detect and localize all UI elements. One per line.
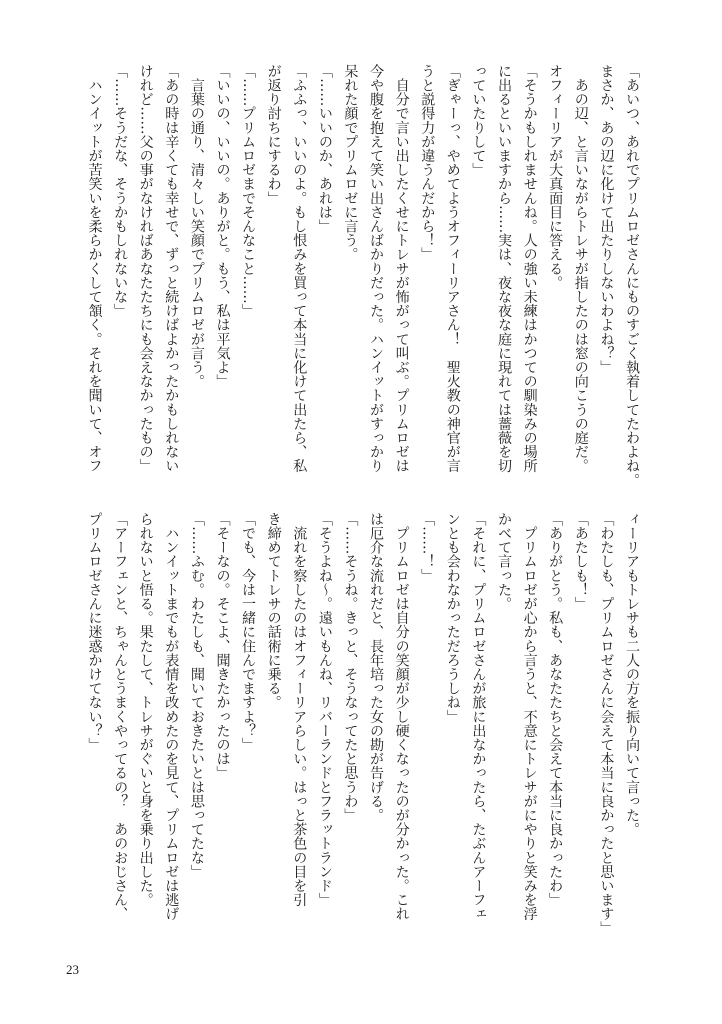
text-line: 「ふふっ、いいのよ。もし恨みを買って本当に化けて出たら、私	[291, 64, 308, 473]
text-line: 「あの時は辛くても幸せで、ずっと続けばよかったかもしれない	[163, 64, 180, 473]
text-line: 「……そうね。きっと、そうなってたと思うわ」	[342, 512, 359, 823]
text-line: かべて言った。	[496, 512, 513, 611]
text-line: 言葉の通り、清々しい笑顔でプリムロゼが言う。	[188, 64, 205, 389]
text-line: られないと悟る。果たして、トレサがぐいと身を乗り出した。	[137, 512, 154, 907]
text-line: まさか、あの辺に化けて出たりしないわよね？」	[598, 64, 615, 375]
text-line: ハンイットが苦笑いを柔らかくして頷く。それを聞いて、オフ	[86, 64, 103, 473]
text-line: 「あたしも！」	[572, 512, 589, 611]
text-line: 「わたしも、プリムロゼさんに会えて本当に良かったと思います」	[598, 512, 615, 935]
text-line: 「……プリムロゼまでそんなこと……」	[240, 64, 257, 318]
text-line: 「それに、プリムロゼさんが旅に出なかったら、たぶんアーフェ	[470, 512, 487, 921]
text-line: 「アーフェンと、ちゃんとうまくやってるの？ あのおじさん、	[112, 512, 129, 921]
text-line: 「いいの、いいの。ありがと。もう、私は平気よ」	[214, 64, 231, 389]
text-line: 「……ふむ。わたしも、聞いておきたいとは思ってたな」	[188, 512, 205, 879]
text-line: は厄介な流れだと、長年培った女の勘が告げる。	[368, 512, 385, 823]
text-line: プリムロゼは自分の笑顔が少し硬くなったのが分かった。これ	[393, 512, 410, 921]
text-line: 「でも、今は一緒に住んでますよ？」	[240, 512, 257, 752]
text-line: 「そうよね～。遠いもんね、リバーランドとフラットランド」	[316, 512, 333, 907]
text-line: 「……！」	[419, 512, 436, 583]
text-line: っていたりして」	[470, 64, 487, 177]
text-line: き締めてトレサの話術に乗る。	[265, 512, 282, 710]
text-line: 「そーなの。そこよ、聞きたかったのは」	[214, 512, 231, 780]
text-block-lower	[81, 512, 644, 944]
text-line: 呆れた顔でプリムロゼに言う。	[342, 64, 359, 262]
text-line: あの辺、と言いながらトレサが指したのは窓の向こうの庭だ。	[572, 64, 589, 473]
text-line: が返り討ちにするわ」	[265, 64, 282, 205]
page-number: 23	[66, 962, 79, 977]
text-line: 「あいつ、あれでプリムロゼさんにものすごく執着してたわよね。	[624, 64, 640, 487]
text-line: 「……いいのか、あれは」	[316, 64, 333, 234]
text-line: に出るといいますから……実は、夜な夜な庭に現れては薔薇を切	[496, 64, 513, 473]
text-line: 今や腹を抱えて笑い出さんばかりだった。ハンイットがすっかり	[368, 64, 385, 473]
text-line: 流れを察したのはオフィーリアらしい。はっと茶色の目を引	[291, 512, 308, 907]
text-line: 「ありがとう。私も、あなたたちと会えて本当に良かったわ」	[547, 512, 564, 907]
text-line: 「……そうだな、そうかもしれないな」	[112, 64, 129, 318]
text-line: ハンイットまでもが表情を改めたのを見て、プリムロゼは逃げ	[163, 512, 180, 921]
text-line: 「そうかもしれませんね。人の強い未練はかつての馴染みの場所	[521, 64, 538, 473]
text-line: 自分で言い出したくせにトレサが怖がって叫ぶ。プリムロゼは	[393, 64, 410, 473]
text-line: オフィーリアが大真面目に答える。	[547, 64, 564, 290]
text-line: うと説得力が違うんだから！」	[419, 64, 436, 262]
text-line: プリムロゼさんに迷惑かけてない？」	[86, 512, 103, 752]
text-line: ィーリアもトレサも二人の方を振り向いて言った。	[624, 512, 640, 837]
text-line: ンとも会わなかっただろうしね」	[444, 512, 461, 724]
text-line: 「ぎゃーっ、やめてようオフィーリアさん！ 聖火教の神官が言	[444, 64, 461, 473]
text-block-upper	[81, 64, 644, 496]
text-line: けれど……父の事がなければあなたたちにも会えなかったもの」	[137, 64, 154, 473]
text-line: プリムロゼが心から言うと、不意にトレサがにやりと笑みを浮	[521, 512, 538, 921]
